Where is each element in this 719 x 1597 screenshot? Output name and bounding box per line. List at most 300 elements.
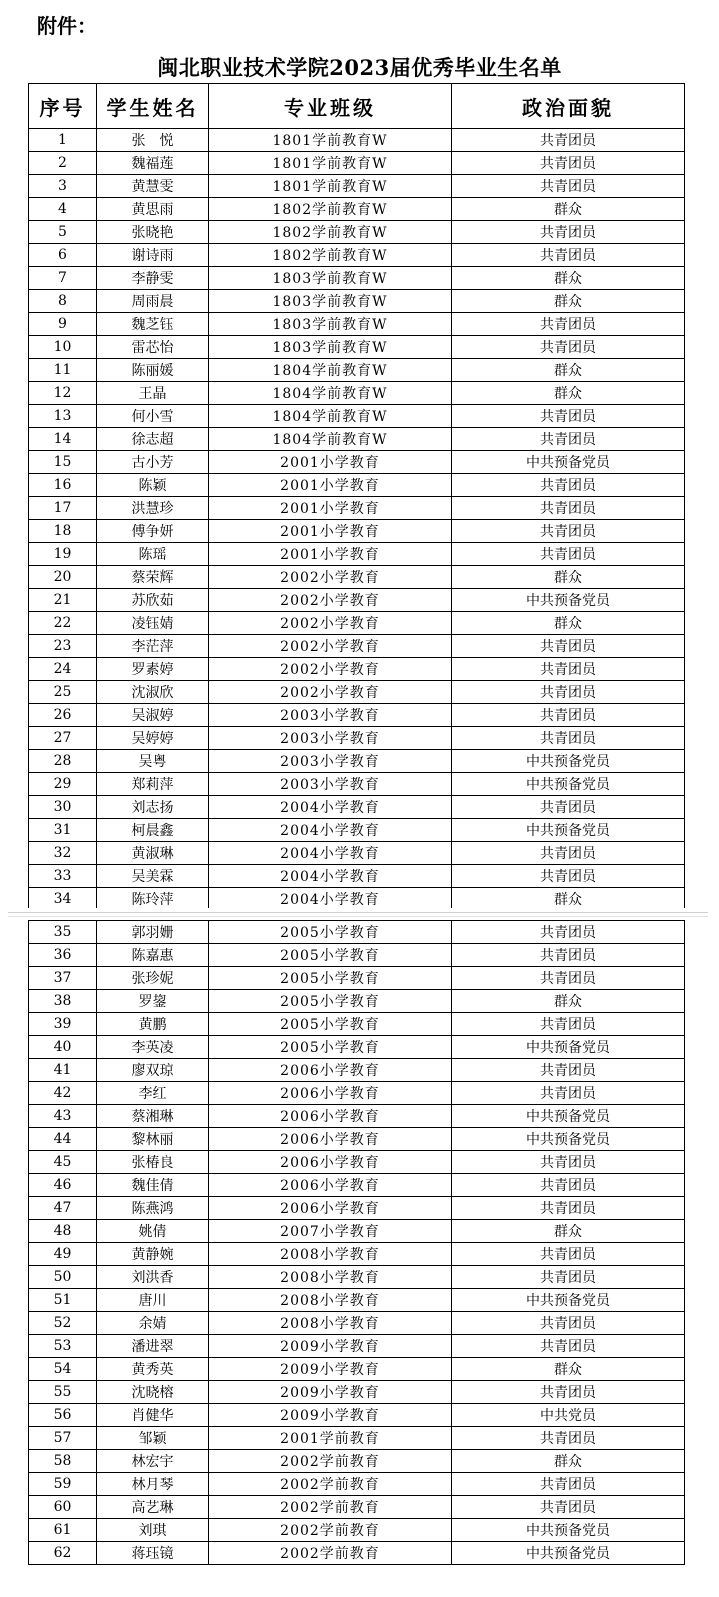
cell-no: 31 <box>29 819 97 842</box>
cell-no: 7 <box>29 267 97 290</box>
cell-no: 25 <box>29 681 97 704</box>
cell-status: 中共预备党员 <box>452 773 685 796</box>
cell-class: 2003小学教育 <box>209 704 452 727</box>
cell-class: 1803学前教育W <box>209 267 452 290</box>
cell-class: 2003小学教育 <box>209 750 452 773</box>
cell-name: 余婧 <box>97 1312 209 1335</box>
cell-name: 黄思雨 <box>97 198 209 221</box>
cell-status: 共青团员 <box>452 1013 685 1036</box>
cell-status: 中共预备党员 <box>452 1542 685 1565</box>
cell-name: 黄秀英 <box>97 1358 209 1381</box>
cell-class: 2002小学教育 <box>209 612 452 635</box>
cell-no: 50 <box>29 1266 97 1289</box>
cell-name: 吴淑婷 <box>97 704 209 727</box>
cell-no: 30 <box>29 796 97 819</box>
cell-name: 刘洪香 <box>97 1266 209 1289</box>
cell-name: 张珍妮 <box>97 967 209 990</box>
header-no: 序号 <box>29 84 97 129</box>
header-name: 学生姓名 <box>97 84 209 129</box>
cell-class: 2005小学教育 <box>209 944 452 967</box>
table-row <box>29 1220 685 1243</box>
cell-class: 2003小学教育 <box>209 727 452 750</box>
attachment-label: 附件： <box>37 14 97 38</box>
cell-no: 44 <box>29 1128 97 1151</box>
cell-class: 2006小学教育 <box>209 1082 452 1105</box>
cell-class: 2005小学教育 <box>209 990 452 1013</box>
cell-class: 2001小学教育 <box>209 474 452 497</box>
cell-class: 2002小学教育 <box>209 681 452 704</box>
cell-name: 陈玲萍 <box>97 888 209 911</box>
cell-status: 中共预备党员 <box>452 1519 685 1542</box>
cell-name: 蔡湘琳 <box>97 1105 209 1128</box>
cell-class: 2002学前教育 <box>209 1519 452 1542</box>
table-row <box>29 967 685 990</box>
cell-no: 1 <box>29 129 97 152</box>
cell-class: 2001小学教育 <box>209 497 452 520</box>
cell-no: 51 <box>29 1289 97 1312</box>
cell-name: 陈燕鸿 <box>97 1197 209 1220</box>
cell-no: 5 <box>29 221 97 244</box>
cell-name: 郑莉萍 <box>97 773 209 796</box>
cell-status: 共青团员 <box>452 921 685 944</box>
cell-class: 1804学前教育W <box>209 382 452 405</box>
cell-no: 10 <box>29 336 97 359</box>
cell-no: 18 <box>29 520 97 543</box>
table-row <box>29 1059 685 1082</box>
table-row <box>29 1496 685 1519</box>
cell-class: 1802学前教育W <box>209 221 452 244</box>
table-row <box>29 727 685 750</box>
cell-class: 2002小学教育 <box>209 566 452 589</box>
cell-name: 李红 <box>97 1082 209 1105</box>
cell-class: 2002学前教育 <box>209 1450 452 1473</box>
cell-name: 吴婷婷 <box>97 727 209 750</box>
cell-class: 2009小学教育 <box>209 1335 452 1358</box>
table-row <box>29 382 685 405</box>
cell-class: 2008小学教育 <box>209 1289 452 1312</box>
cell-status: 中共预备党员 <box>452 1036 685 1059</box>
cell-status: 共青团员 <box>452 1082 685 1105</box>
cell-no: 11 <box>29 359 97 382</box>
cell-class: 2009小学教育 <box>209 1381 452 1404</box>
table-row <box>29 773 685 796</box>
table-row <box>29 1082 685 1105</box>
table-row <box>29 1105 685 1128</box>
cell-status: 中共党员 <box>452 1404 685 1427</box>
cell-name: 陈丽媛 <box>97 359 209 382</box>
cell-class: 2005小学教育 <box>209 921 452 944</box>
cell-no: 34 <box>29 888 97 911</box>
table-row <box>29 921 685 944</box>
cell-class: 2002小学教育 <box>209 589 452 612</box>
cell-name: 罗素婷 <box>97 658 209 681</box>
cell-no: 20 <box>29 566 97 589</box>
cell-class: 2001小学教育 <box>209 520 452 543</box>
table-row <box>29 1427 685 1450</box>
table-row <box>29 704 685 727</box>
cell-no: 57 <box>29 1427 97 1450</box>
cell-name: 张椿良 <box>97 1151 209 1174</box>
cell-name: 陈嘉惠 <box>97 944 209 967</box>
table-row <box>29 336 685 359</box>
table-row <box>29 1197 685 1220</box>
cell-no: 38 <box>29 990 97 1013</box>
cell-status: 共青团员 <box>452 543 685 566</box>
cell-no: 12 <box>29 382 97 405</box>
cell-status: 群众 <box>452 888 685 911</box>
cell-class: 2007小学教育 <box>209 1220 452 1243</box>
cell-name: 吴美霖 <box>97 865 209 888</box>
cell-no: 55 <box>29 1381 97 1404</box>
cell-status: 中共预备党员 <box>452 451 685 474</box>
cell-name: 陈瑶 <box>97 543 209 566</box>
graduate-table-part-2 <box>28 920 685 1565</box>
cell-no: 27 <box>29 727 97 750</box>
table-row <box>29 658 685 681</box>
cell-no: 3 <box>29 175 97 198</box>
table-row <box>29 244 685 267</box>
cell-name: 刘琪 <box>97 1519 209 1542</box>
cell-no: 17 <box>29 497 97 520</box>
cell-name: 唐川 <box>97 1289 209 1312</box>
cell-name: 郭羽姗 <box>97 921 209 944</box>
cell-name: 洪慧珍 <box>97 497 209 520</box>
cell-name: 姚倩 <box>97 1220 209 1243</box>
table-row <box>29 819 685 842</box>
cell-no: 13 <box>29 405 97 428</box>
cell-class: 2005小学教育 <box>209 1013 452 1036</box>
cell-no: 46 <box>29 1174 97 1197</box>
cell-name: 黄鹏 <box>97 1013 209 1036</box>
cell-status: 共青团员 <box>452 1059 685 1082</box>
table-row <box>29 1404 685 1427</box>
cell-name: 雷芯怡 <box>97 336 209 359</box>
table-row <box>29 1243 685 1266</box>
cell-no: 28 <box>29 750 97 773</box>
table-row <box>29 1013 685 1036</box>
table-row <box>29 990 685 1013</box>
table-row <box>29 635 685 658</box>
cell-no: 24 <box>29 658 97 681</box>
table-row <box>29 405 685 428</box>
cell-status: 共青团员 <box>452 1473 685 1496</box>
table-row <box>29 428 685 451</box>
cell-name: 柯晨鑫 <box>97 819 209 842</box>
cell-status: 中共预备党员 <box>452 750 685 773</box>
table-row <box>29 796 685 819</box>
cell-no: 35 <box>29 921 97 944</box>
cell-name: 张 悦 <box>97 129 209 152</box>
table-row <box>29 290 685 313</box>
table-row <box>29 1266 685 1289</box>
cell-class: 2006小学教育 <box>209 1197 452 1220</box>
table-row <box>29 359 685 382</box>
cell-class: 2002学前教育 <box>209 1542 452 1565</box>
table-row <box>29 497 685 520</box>
cell-status: 共青团员 <box>452 727 685 750</box>
cell-no: 19 <box>29 543 97 566</box>
cell-name: 廖双琼 <box>97 1059 209 1082</box>
cell-class: 1803学前教育W <box>209 290 452 313</box>
cell-name: 高艺琳 <box>97 1496 209 1519</box>
cell-class: 1803学前教育W <box>209 313 452 336</box>
cell-class: 2005小学教育 <box>209 967 452 990</box>
cell-no: 40 <box>29 1036 97 1059</box>
cell-status: 共青团员 <box>452 152 685 175</box>
cell-name: 凌钰婧 <box>97 612 209 635</box>
cell-status: 共青团员 <box>452 944 685 967</box>
cell-no: 60 <box>29 1496 97 1519</box>
table-header-row <box>29 84 685 129</box>
cell-name: 周雨晨 <box>97 290 209 313</box>
cell-name: 王晶 <box>97 382 209 405</box>
cell-class: 2008小学教育 <box>209 1266 452 1289</box>
cell-no: 45 <box>29 1151 97 1174</box>
cell-status: 共青团员 <box>452 221 685 244</box>
cell-no: 59 <box>29 1473 97 1496</box>
cell-status: 共青团员 <box>452 1151 685 1174</box>
cell-name: 潘进翠 <box>97 1335 209 1358</box>
cell-no: 48 <box>29 1220 97 1243</box>
cell-class: 1802学前教育W <box>209 244 452 267</box>
cell-no: 54 <box>29 1358 97 1381</box>
cell-class: 2008小学教育 <box>209 1243 452 1266</box>
cell-no: 6 <box>29 244 97 267</box>
cell-no: 41 <box>29 1059 97 1082</box>
cell-class: 1803学前教育W <box>209 336 452 359</box>
cell-status: 群众 <box>452 566 685 589</box>
cell-no: 56 <box>29 1404 97 1427</box>
cell-class: 2001小学教育 <box>209 451 452 474</box>
cell-no: 29 <box>29 773 97 796</box>
table-row <box>29 1450 685 1473</box>
cell-status: 共青团员 <box>452 1174 685 1197</box>
cell-status: 共青团员 <box>452 658 685 681</box>
cell-class: 2004小学教育 <box>209 888 452 911</box>
table-row <box>29 175 685 198</box>
table-row <box>29 1519 685 1542</box>
table-row <box>29 944 685 967</box>
table-row <box>29 198 685 221</box>
cell-status: 共青团员 <box>452 1197 685 1220</box>
cell-name: 林月琴 <box>97 1473 209 1496</box>
cell-name: 李静雯 <box>97 267 209 290</box>
cell-status: 共青团员 <box>452 497 685 520</box>
graduate-table-part-1 <box>28 83 685 911</box>
cell-no: 58 <box>29 1450 97 1473</box>
cell-name: 李茫萍 <box>97 635 209 658</box>
cell-status: 共青团员 <box>452 1427 685 1450</box>
cell-status: 共青团员 <box>452 1496 685 1519</box>
cell-no: 14 <box>29 428 97 451</box>
cell-no: 39 <box>29 1013 97 1036</box>
page-break-line <box>8 912 708 913</box>
cell-name: 沈晓榕 <box>97 1381 209 1404</box>
cell-status: 中共预备党员 <box>452 819 685 842</box>
cell-status: 群众 <box>452 990 685 1013</box>
cell-status: 共青团员 <box>452 474 685 497</box>
cell-name: 黄静婉 <box>97 1243 209 1266</box>
cell-name: 古小芳 <box>97 451 209 474</box>
cell-name: 傅争妍 <box>97 520 209 543</box>
cell-class: 1801学前教育W <box>209 175 452 198</box>
cell-no: 16 <box>29 474 97 497</box>
cell-no: 26 <box>29 704 97 727</box>
header-class: 专业班级 <box>209 84 452 129</box>
cell-class: 2004小学教育 <box>209 819 452 842</box>
cell-no: 37 <box>29 967 97 990</box>
cell-status: 共青团员 <box>452 967 685 990</box>
cell-class: 2001小学教育 <box>209 543 452 566</box>
header-status: 政治面貌 <box>452 84 685 129</box>
table-row <box>29 1381 685 1404</box>
cell-status: 群众 <box>452 198 685 221</box>
table-row <box>29 1174 685 1197</box>
cell-class: 2006小学教育 <box>209 1174 452 1197</box>
cell-name: 黄淑琳 <box>97 842 209 865</box>
cell-name: 苏欣茹 <box>97 589 209 612</box>
table-row <box>29 750 685 773</box>
page-break-line <box>8 916 708 917</box>
cell-status: 共青团员 <box>452 313 685 336</box>
cell-class: 2004小学教育 <box>209 796 452 819</box>
cell-no: 36 <box>29 944 97 967</box>
cell-name: 刘志扬 <box>97 796 209 819</box>
table-row <box>29 1335 685 1358</box>
cell-status: 共青团员 <box>452 405 685 428</box>
table-row <box>29 1151 685 1174</box>
table-row <box>29 1312 685 1335</box>
cell-status: 共青团员 <box>452 796 685 819</box>
cell-status: 群众 <box>452 1450 685 1473</box>
cell-status: 共青团员 <box>452 865 685 888</box>
cell-name: 魏芝钰 <box>97 313 209 336</box>
cell-status: 群众 <box>452 1358 685 1381</box>
cell-class: 2006小学教育 <box>209 1151 452 1174</box>
cell-class: 2001学前教育 <box>209 1427 452 1450</box>
cell-status: 中共预备党员 <box>452 589 685 612</box>
cell-no: 49 <box>29 1243 97 1266</box>
table-row <box>29 543 685 566</box>
cell-class: 2005小学教育 <box>209 1036 452 1059</box>
table-row <box>29 474 685 497</box>
table-row <box>29 451 685 474</box>
table-row <box>29 589 685 612</box>
cell-status: 共青团员 <box>452 635 685 658</box>
cell-name: 何小雪 <box>97 405 209 428</box>
cell-status: 群众 <box>452 612 685 635</box>
cell-no: 21 <box>29 589 97 612</box>
cell-class: 2006小学教育 <box>209 1105 452 1128</box>
table-row <box>29 1289 685 1312</box>
cell-class: 2006小学教育 <box>209 1059 452 1082</box>
cell-status: 群众 <box>452 290 685 313</box>
cell-name: 黄慧雯 <box>97 175 209 198</box>
cell-no: 43 <box>29 1105 97 1128</box>
cell-name: 吴粤 <box>97 750 209 773</box>
table-row <box>29 566 685 589</box>
cell-name: 魏佳倩 <box>97 1174 209 1197</box>
cell-status: 共青团员 <box>452 704 685 727</box>
cell-class: 2002小学教育 <box>209 658 452 681</box>
cell-class: 2009小学教育 <box>209 1404 452 1427</box>
cell-no: 53 <box>29 1335 97 1358</box>
cell-name: 林宏宇 <box>97 1450 209 1473</box>
cell-class: 2006小学教育 <box>209 1128 452 1151</box>
cell-name: 蒋珏镜 <box>97 1542 209 1565</box>
cell-status: 共青团员 <box>452 842 685 865</box>
cell-status: 共青团员 <box>452 1243 685 1266</box>
cell-no: 47 <box>29 1197 97 1220</box>
cell-no: 9 <box>29 313 97 336</box>
cell-name: 李英凌 <box>97 1036 209 1059</box>
cell-status: 中共预备党员 <box>452 1289 685 1312</box>
cell-status: 共青团员 <box>452 1381 685 1404</box>
cell-status: 共青团员 <box>452 428 685 451</box>
cell-class: 1801学前教育W <box>209 129 452 152</box>
cell-class: 2004小学教育 <box>209 842 452 865</box>
cell-status: 共青团员 <box>452 1312 685 1335</box>
cell-name: 谢诗雨 <box>97 244 209 267</box>
cell-no: 15 <box>29 451 97 474</box>
table-row <box>29 681 685 704</box>
cell-name: 黎林丽 <box>97 1128 209 1151</box>
cell-status: 共青团员 <box>452 129 685 152</box>
cell-status: 群众 <box>452 1220 685 1243</box>
cell-name: 邹颖 <box>97 1427 209 1450</box>
cell-class: 2002小学教育 <box>209 635 452 658</box>
cell-class: 1802学前教育W <box>209 198 452 221</box>
table-row <box>29 1128 685 1151</box>
cell-status: 共青团员 <box>452 1335 685 1358</box>
cell-status: 群众 <box>452 359 685 382</box>
cell-no: 8 <box>29 290 97 313</box>
cell-status: 共青团员 <box>452 520 685 543</box>
cell-class: 2009小学教育 <box>209 1358 452 1381</box>
cell-class: 1801学前教育W <box>209 152 452 175</box>
cell-no: 62 <box>29 1542 97 1565</box>
cell-status: 共青团员 <box>452 1266 685 1289</box>
cell-no: 52 <box>29 1312 97 1335</box>
cell-class: 2003小学教育 <box>209 773 452 796</box>
cell-no: 4 <box>29 198 97 221</box>
cell-no: 32 <box>29 842 97 865</box>
cell-class: 2002学前教育 <box>209 1473 452 1496</box>
cell-status: 中共预备党员 <box>452 1105 685 1128</box>
cell-no: 42 <box>29 1082 97 1105</box>
cell-no: 61 <box>29 1519 97 1542</box>
cell-name: 张晓艳 <box>97 221 209 244</box>
cell-status: 共青团员 <box>452 681 685 704</box>
page-break <box>0 908 719 920</box>
cell-status: 群众 <box>452 382 685 405</box>
cell-name: 魏福莲 <box>97 152 209 175</box>
cell-class: 1804学前教育W <box>209 428 452 451</box>
table-row <box>29 313 685 336</box>
cell-name: 肖健华 <box>97 1404 209 1427</box>
cell-class: 2004小学教育 <box>209 865 452 888</box>
cell-status: 中共预备党员 <box>452 1128 685 1151</box>
table-row <box>29 865 685 888</box>
cell-status: 群众 <box>452 267 685 290</box>
table-row <box>29 152 685 175</box>
cell-status: 共青团员 <box>452 244 685 267</box>
cell-no: 22 <box>29 612 97 635</box>
cell-name: 罗鋆 <box>97 990 209 1013</box>
cell-class: 2002学前教育 <box>209 1496 452 1519</box>
table-row <box>29 520 685 543</box>
table-row <box>29 221 685 244</box>
